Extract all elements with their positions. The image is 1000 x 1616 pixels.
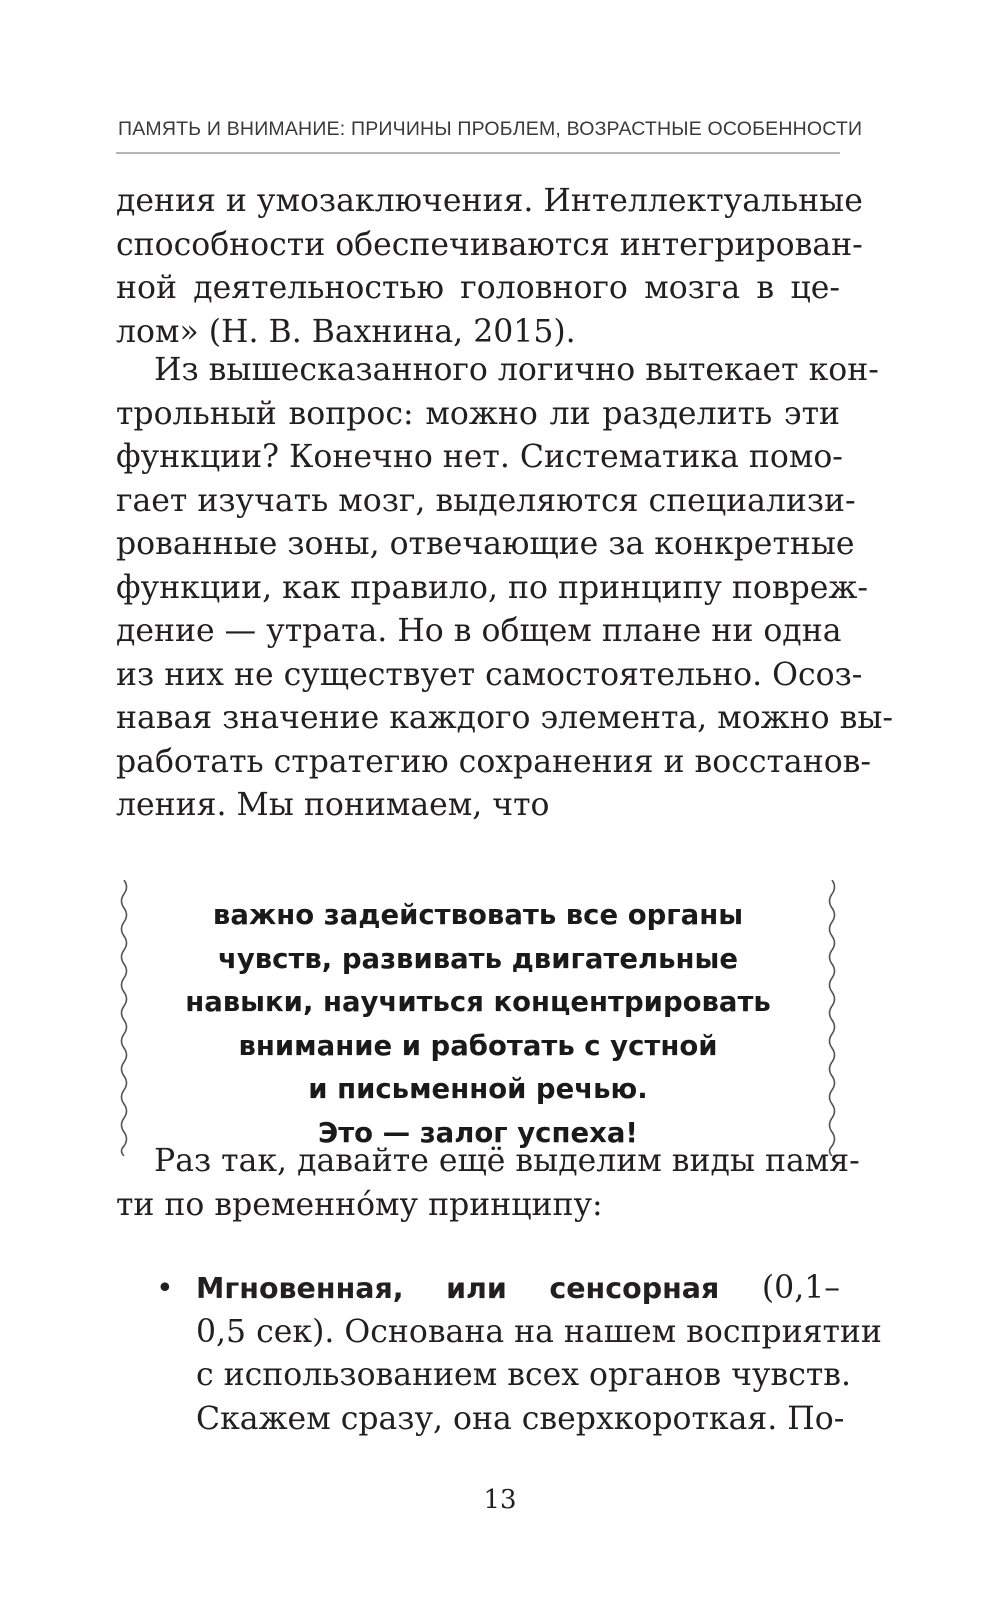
text-line: ления. Мы понимаем, что bbox=[116, 787, 550, 823]
callout-line: Это — залог успеха! bbox=[318, 1116, 638, 1149]
text-line: Скажем сразу, она сверхкороткая. По- bbox=[196, 1400, 845, 1437]
paragraph-1 bbox=[116, 180, 863, 354]
text-line: гает изучать мозг, выделяются специализи- bbox=[116, 482, 856, 519]
text-line: функции? Конечно нет. Систематика помо- bbox=[116, 439, 843, 475]
text-line: дение — утрата. Но в общем плане ни одна bbox=[116, 613, 842, 649]
text-line: ти по временно́му принципу: bbox=[116, 1186, 603, 1223]
bullet-first-line bbox=[196, 1267, 840, 1311]
bullet-term: Мгновенная, или сенсорная bbox=[196, 1272, 720, 1305]
page-number: 13 bbox=[483, 1485, 517, 1515]
wavy-border-right bbox=[824, 880, 840, 1156]
text-line: 0,5 сек). Основана на нашем восприятии bbox=[196, 1313, 882, 1350]
text-line: с использованием всех органов чувств. bbox=[196, 1357, 852, 1393]
paragraph-2 bbox=[116, 349, 894, 828]
callout-line: важно задействовать все органы bbox=[212, 899, 744, 931]
paragraph-3 bbox=[116, 1140, 860, 1227]
text-line: из них не существует самостоятельно. Осоз- bbox=[116, 656, 863, 693]
bullet-range-start: (0,1– bbox=[761, 1270, 840, 1306]
text-line: способности обеспечиваются интегрирован- bbox=[116, 226, 863, 263]
text-line: навая значение каждого элемента, можно вы- bbox=[116, 700, 894, 736]
callout-line: и письменной речью. bbox=[308, 1073, 648, 1105]
callout-line: чувств, развивать двигательные bbox=[217, 942, 739, 975]
text-line: трольный вопрос: можно ли разделить эти bbox=[116, 395, 840, 432]
bullet-marker: • bbox=[156, 1271, 174, 1306]
text-line: Из вышесказанного логично вытекает кон- bbox=[154, 352, 879, 388]
header-divider bbox=[116, 152, 840, 154]
callout-line: внимание и работать с устной bbox=[238, 1029, 718, 1062]
text-line: рованные зоны, отвечающие за конкретные bbox=[116, 526, 855, 562]
bullet-body bbox=[196, 1267, 882, 1441]
callout-box bbox=[116, 880, 840, 1160]
callout-line: навыки, научиться концентрировать bbox=[185, 986, 771, 1018]
text-line: ной деятельностью головного мозга в це- bbox=[116, 270, 840, 306]
text-line: лом» (Н. В. Вахнина, 2015). bbox=[116, 313, 576, 350]
text-line: дения и умозаключения. Интеллектуальные bbox=[116, 183, 863, 219]
wavy-border-left bbox=[116, 880, 132, 1156]
text-line: работать стратегию сохранения и восстанов- bbox=[116, 743, 872, 780]
running-head: ПАМЯТЬ И ВНИМАНИЕ: ПРИЧИНЫ ПРОБЛЕМ, ВОЗРАСТНЫЕ ОСОБЕННОСТИ bbox=[118, 118, 863, 140]
text-line: Раз так, давайте ещё выделим виды памя- bbox=[154, 1143, 860, 1179]
callout-text bbox=[146, 894, 810, 1155]
text-line: функции, как правило, по принципу повреж- bbox=[116, 569, 869, 606]
bullet-list-item bbox=[116, 1267, 882, 1441]
